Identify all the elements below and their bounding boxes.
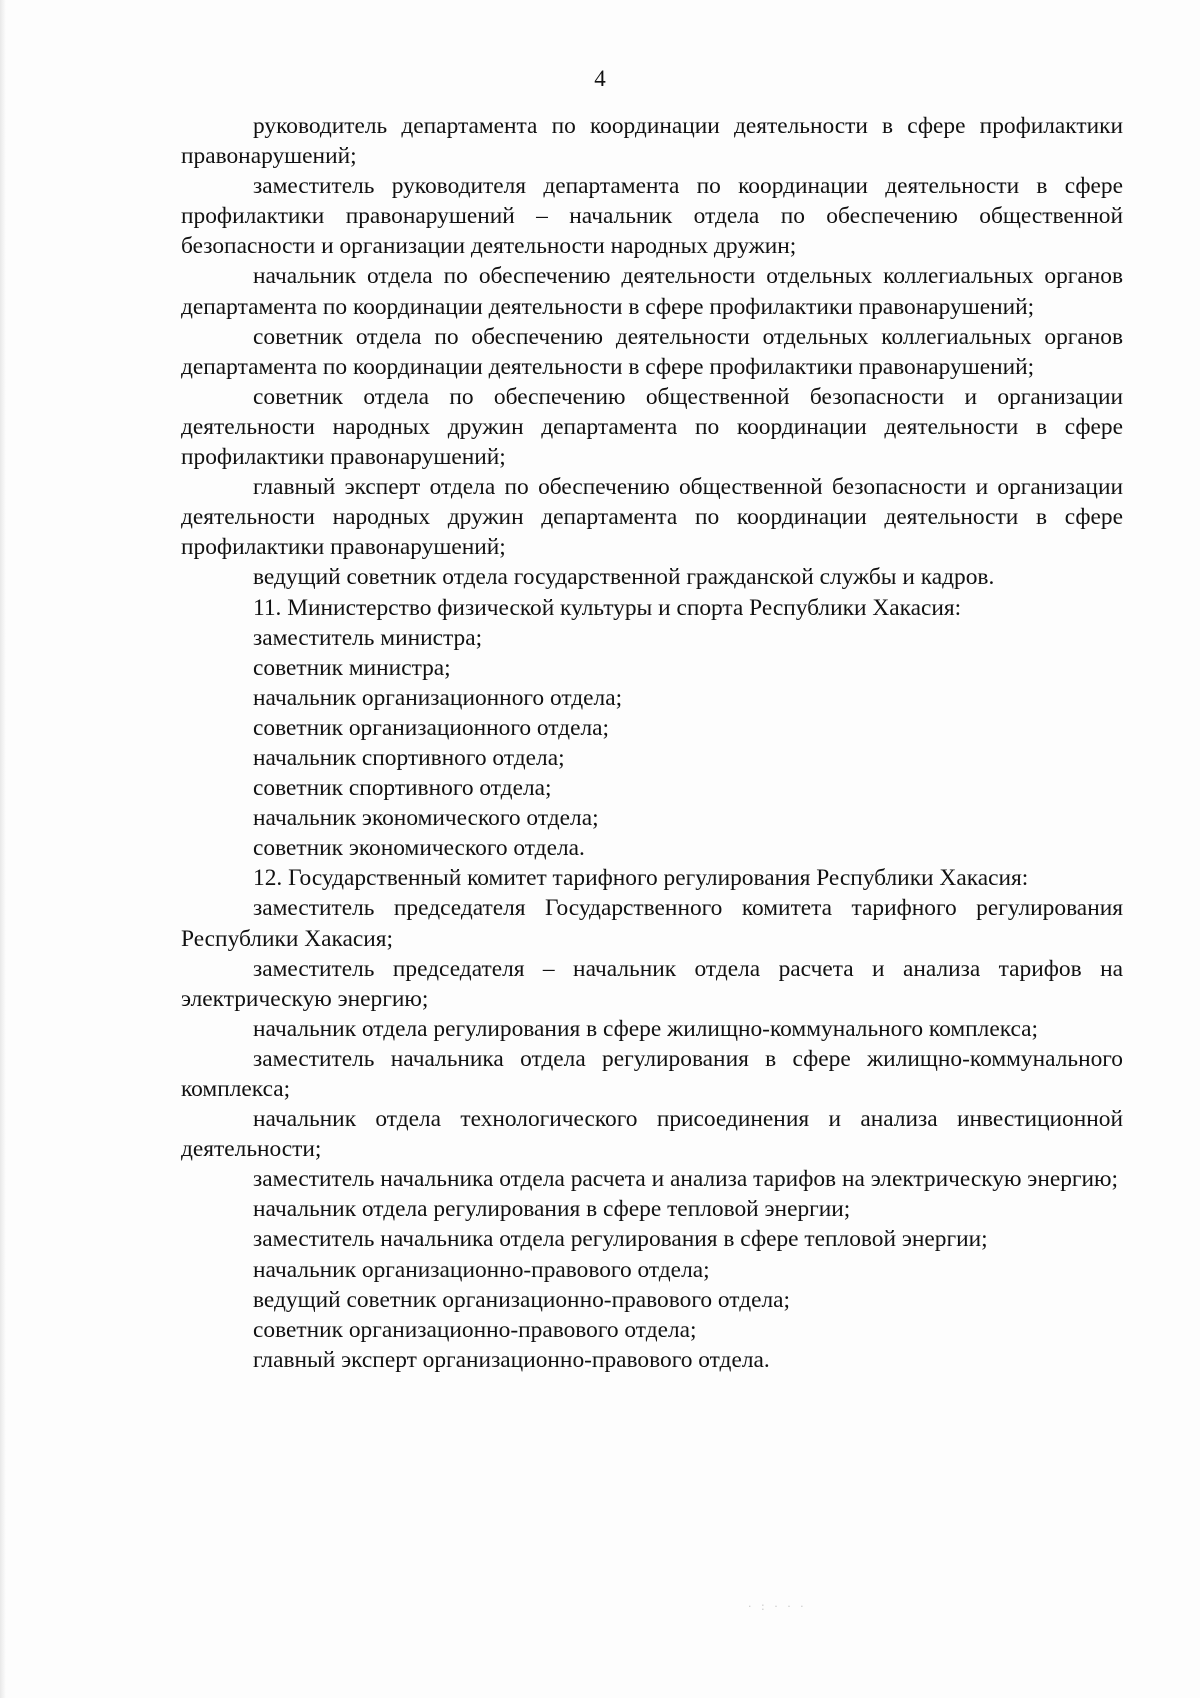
scan-edge-shadow <box>0 0 6 1698</box>
scan-noise-mark: · : · · · <box>748 1600 807 1613</box>
list-item: начальник организационно-правового отдела; <box>253 1256 710 1283</box>
list-item: начальник спортивного отдела; <box>253 744 565 771</box>
list-item: советник организационно-правового отдела; <box>253 1316 697 1343</box>
list-item: начальник организационного отдела; <box>253 684 623 711</box>
paragraph-22: начальник отдела технологического присоединения и анализа инвестиционной деятельности; <box>181 1106 1123 1163</box>
list-item: советник экономического отдела. <box>253 835 585 862</box>
paragraph-18: заместитель председателя Государственного комитета тарифного регулирования Республики Хакасия; <box>181 895 1123 952</box>
paragraph-20: начальник отдела регулирования в сфере жилищно-коммунального комплекса; <box>253 1015 1039 1042</box>
document-body <box>181 111 1123 1375</box>
paragraph-23: заместитель начальника отдела расчета и анализа тарифов на электрическую энергию; <box>253 1166 1119 1193</box>
list-item: советник организационного отдела; <box>253 714 610 741</box>
paragraph-21: заместитель начальника отдела регулирования в сфере жилищно-коммунального комплекса; <box>181 1045 1123 1102</box>
section-heading-11: 11. Министерство физической культуры и спорта Республики Хакасия: <box>253 594 962 621</box>
section-heading-12: 12. Государственный комитет тарифного регулирования Республики Хакасия: <box>253 865 1029 892</box>
list-item: начальник экономического отдела; <box>253 805 599 832</box>
list-item: главный эксперт организационно-правового отдела. <box>253 1346 770 1373</box>
paragraph-2: заместитель руководителя департамента по координации деятельности в сфере профилактики правонарушений – начальник отдела по обеспечению общественной безопасности и организации деятельности народных дружин; <box>181 173 1123 260</box>
paragraph-19: заместитель председателя – начальник отдела расчета и анализа тарифов на электрическую энергию; <box>181 955 1123 1012</box>
list-item: заместитель министра; <box>253 624 483 651</box>
paragraph-7: ведущий советник отдела государственной гражданской службы и кадров. <box>253 564 995 591</box>
list-item: советник спортивного отдела; <box>253 775 552 802</box>
list-item: заместитель начальника отдела регулирования в сфере тепловой энергии; <box>253 1226 988 1253</box>
paragraph-6: главный эксперт отдела по обеспечению общественной безопасности и организации деятельности народных дружин департамента по координации деятельности в сфере профилактики правонарушений; <box>181 474 1123 561</box>
list-item: ведущий советник организационно-правового отдела; <box>253 1286 791 1313</box>
page-number: 4 <box>594 66 606 91</box>
paragraph-3: начальник отдела по обеспечению деятельности отдельных коллегиальных органов департамента по координации деятельности в сфере профилактики правонарушений; <box>181 263 1123 320</box>
paragraph-1: руководитель департамента по координации деятельности в сфере профилактики правонарушений; <box>181 113 1123 170</box>
paragraph-5: советник отдела по обеспечению общественной безопасности и организации деятельности народных дружин департамента по координации деятельности в сфере профилактики правонарушений; <box>181 383 1123 471</box>
paragraph-4: советник отдела по обеспечению деятельности отдельных коллегиальных органов департамента по координации деятельности в сфере профилактики правонарушений; <box>181 323 1123 380</box>
list-item: советник министра; <box>253 654 451 681</box>
list-item: начальник отдела регулирования в сфере тепловой энергии; <box>253 1196 851 1223</box>
